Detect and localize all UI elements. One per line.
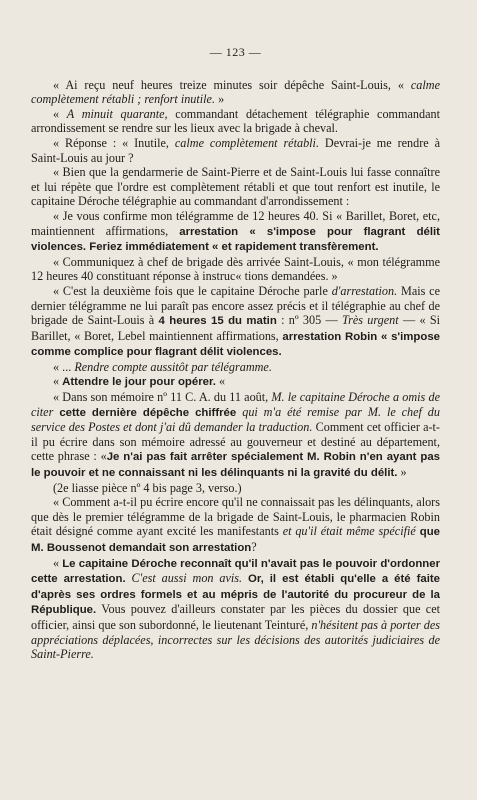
- paragraph: [31, 255, 440, 284]
- text-run: (2e liasse pièce nº 4 bis page 3, verso.): [53, 480, 242, 495]
- paragraph: [31, 374, 440, 390]
- italic-text: Rendre compte aussitôt par télégramme.: [74, 359, 272, 374]
- italic-text: A minuit quarante,: [66, 106, 168, 121]
- text-run: »: [215, 92, 225, 107]
- text-run: « C'est la deuxième fois que le capitaine Déroche parle: [53, 283, 332, 298]
- italic-text: qui m'a été remise par M. le chef du service des Postes et dont j'ai dû demander la traduction.: [31, 404, 440, 435]
- bold-text: arrestation « s'impose pour flagrant délit violences. Feriez immédiatement « et rapidement transfèrement.: [31, 225, 440, 254]
- text-run: commandant détachement télégraphie commandant arrondissement se rendre sur les lieux avec la brigade à cheval.: [31, 106, 440, 136]
- text-run: « ...: [53, 359, 75, 374]
- text-run: : nº 305 —: [276, 313, 342, 328]
- italic-text: Très urgent: [342, 313, 399, 328]
- italic-text: M. le capitaine Déroche a omis de citer: [31, 390, 440, 419]
- text-run: «: [53, 555, 63, 570]
- body-text: [31, 78, 440, 662]
- bold-text: Le capitaine Déroche reconnaît qu'il n'avait pas le pouvoir d'ordonner cette arrestation.: [31, 557, 440, 586]
- paragraph: [31, 209, 440, 255]
- paragraph: [31, 481, 440, 496]
- paragraph: [31, 136, 440, 165]
- text-run: « Comment a-t-il pu écrire encore qu'il ne connaissait pas les délinquants, alors que dès le premier télégramme de la brigade de Saint-Louis, le pharmacien Robin était désigné comme ayant excité les manifestants: [31, 495, 440, 539]
- paragraph: [31, 107, 440, 136]
- text-run: »: [397, 465, 407, 480]
- italic-text: d'arrestation.: [331, 283, 398, 298]
- italic-text: calme complètement rétabli.: [174, 135, 319, 150]
- paragraph: [31, 165, 440, 209]
- paragraph: [31, 78, 440, 107]
- bold-text: arrestation Robin « s'impose comme complice pour flagrant délit violences.: [31, 330, 440, 359]
- bold-text: Je n'ai pas fait arrêter spécialement M. Robin n'en ayant pas le pouvoir et ne connaissant ni les délinquants ni la gravité du délit.: [31, 451, 440, 480]
- text-run: « Dans son mémoire nº 11 C. A. du 11 août,: [53, 390, 272, 405]
- text-run: «: [215, 374, 226, 389]
- text-run: « Je vous confirme mon télégramme de 12 heures 40. Si « Barillet, Boret, etc, maintiennent affirmations,: [31, 208, 440, 238]
- italic-text: n'hésitent pas à porter des appréciations déplacées, incorrectes sur les décisions des autorités judiciaires de Saint-Pierre.: [31, 617, 440, 662]
- paragraph: [31, 360, 440, 375]
- italic-text: et qu'il était même spécifié: [282, 524, 416, 539]
- paragraph: [31, 284, 440, 360]
- page-number: — 123 —: [209, 45, 262, 59]
- bold-text: cette dernière dépêche chiffrée: [53, 406, 243, 419]
- text-run: Vous pouvez d'ailleurs constater par les pièces du dossier que cet officier, ainsi que son subordonné, le lieutenant Teinturé,: [31, 602, 440, 632]
- italic-text: C'est aussi mon avis.: [131, 571, 243, 586]
- text-run: «: [53, 374, 63, 389]
- text-run: « Réponse : « Inutile,: [53, 135, 175, 150]
- text-run: « Bien que la gendarmerie de Saint-Pierre et de Saint-Louis lui fasse connaître et lui répète que l'ordre est complètement rétabli et que tout renfort est inutile, le capitaine Déroche télégraphie au commandant d'arrondissement :: [31, 165, 440, 209]
- text-run: « Ai reçu neuf heures treize minutes soir dépêche Saint-Louis, «: [53, 77, 411, 92]
- paragraph: [31, 495, 440, 555]
- text-run: Mais ce dernier télégramme ne lui paraît pas encore assez précis et il télégraphie au chef de brigade de Saint-Louis à: [31, 283, 441, 328]
- text-run: Devrai-je me rendre à Saint-Louis au jour ?: [31, 135, 441, 165]
- bold-text: Or, il est établi qu'elle a été faite d'après ses ordres formels et au mépris de l'autorité du procureur de la République.: [31, 573, 441, 617]
- bold-text: 4 heures 15 du matin: [158, 315, 277, 328]
- paragraph: [31, 556, 440, 662]
- bold-text: que M. Boussenot demandait son arrestation: [31, 526, 441, 554]
- text-run: ?: [251, 540, 257, 554]
- text-run: « Communiquez à chef de brigade dès arrivée Saint-Louis, « mon télégramme 12 heures 40 constituant réponse à instruc« tions demandées. »: [31, 254, 440, 284]
- text-run: «: [53, 106, 67, 121]
- paragraph: [31, 390, 440, 481]
- bold-text: Attendre le jour pour opérer.: [62, 376, 216, 389]
- text-run: — « Si Barillet, « Boret, Lebel maintiennent affirmations,: [31, 313, 440, 343]
- italic-text: calme complètement rétabli ; renfort inutile.: [31, 77, 440, 107]
- text-run: Comment cet officier a-t-il pu écrire dans son mémoire adressé au gouverneur et destiné au département, cette phrase : «: [31, 420, 440, 464]
